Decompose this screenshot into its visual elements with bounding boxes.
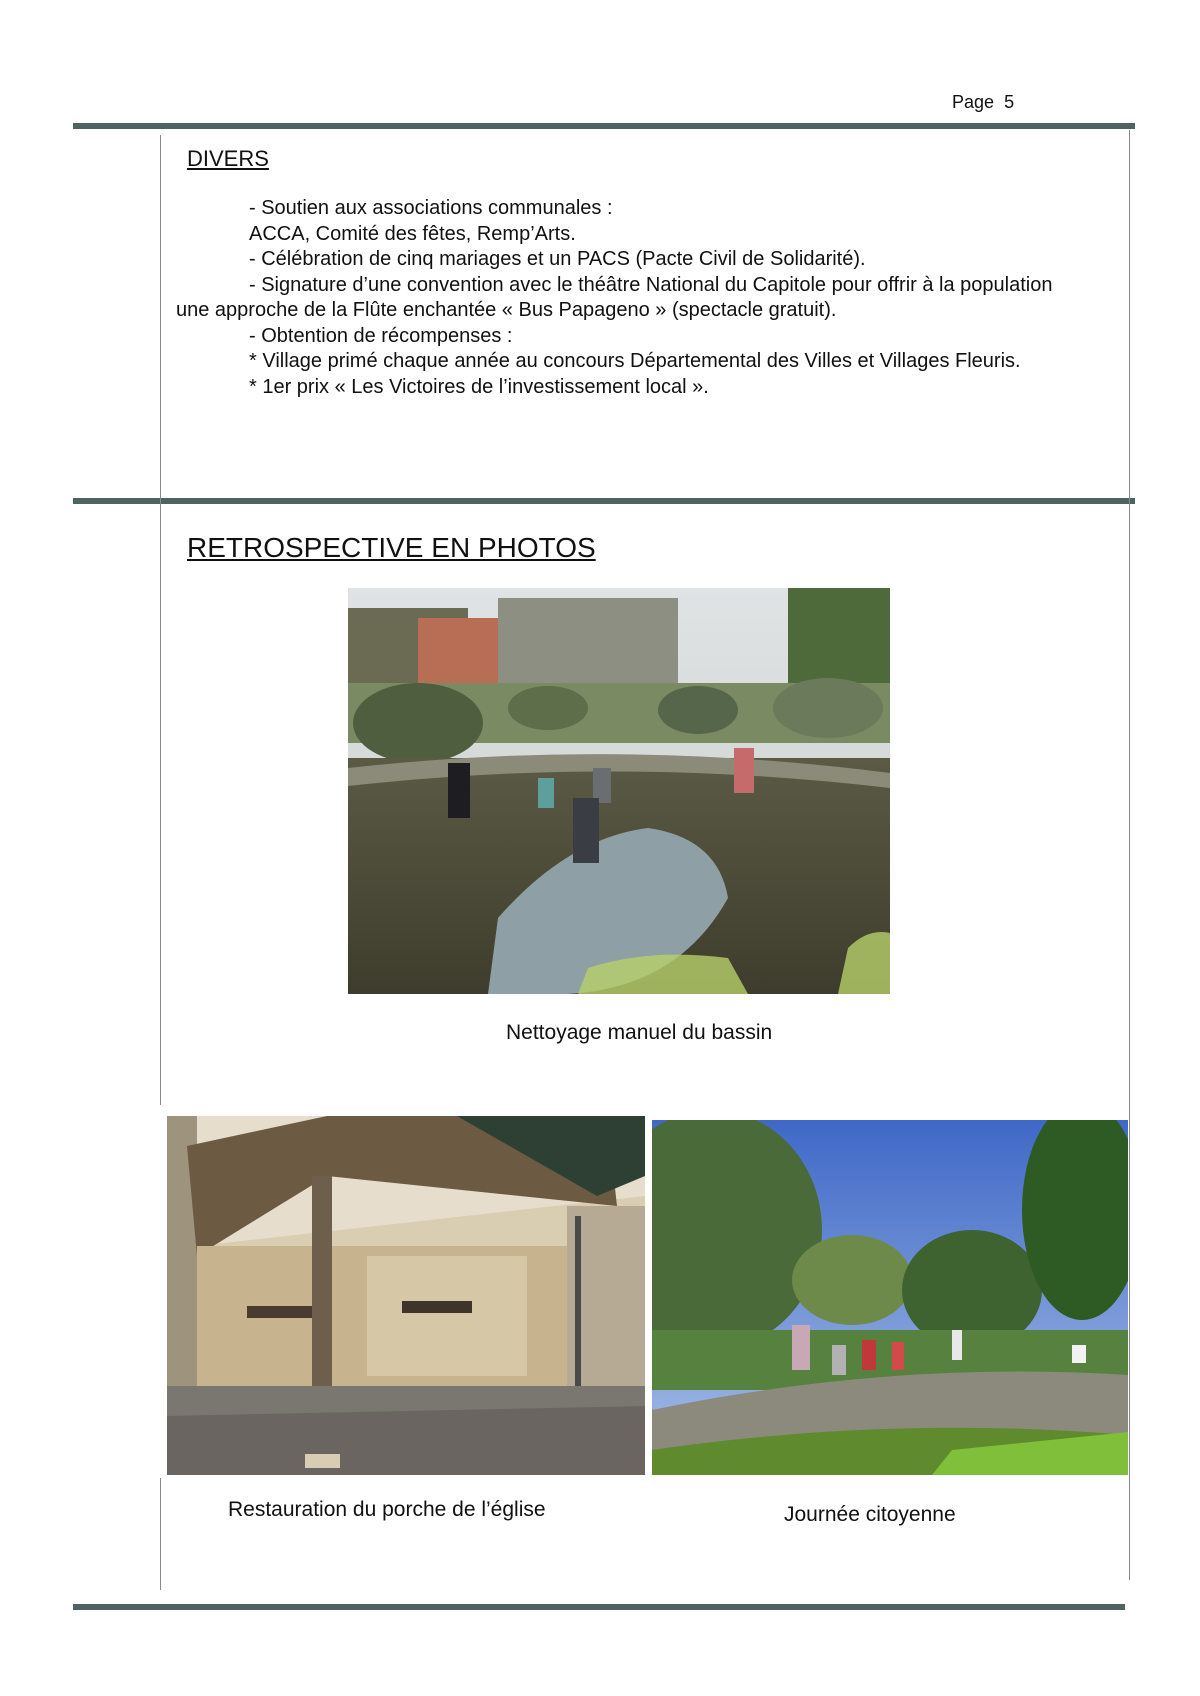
divers-line: - Soutien aux associations communales : [249,197,613,219]
basin-caption: Nettoyage manuel du bassin [506,1021,773,1044]
citizen-day-caption: Journée citoyenne [784,1503,956,1526]
divers-line: - Obtention de récompenses : [249,324,513,347]
divers-line: ACCA, Comité des fêtes, Remp’Arts. [249,222,576,245]
church-porch-photo [167,1116,645,1475]
divers-list [176,196,1116,400]
middle-divider [73,498,1135,504]
divers-line: une approche de la Flûte enchantée « Bus Papageno » (spectacle gratuit). [176,299,837,321]
page-number: Page 5 [952,92,1015,112]
top-divider [73,123,1135,129]
divers-line: - Célébration de cinq mariages et un PACS (Pacte Civil de Solidarité). [249,248,866,270]
right-border-line [1129,130,1130,1580]
porch-caption: Restauration du porche de l’église [228,1498,546,1521]
left-border-line-lower [160,1478,161,1590]
left-border-line [160,135,161,1105]
retrospective-heading: RETROSPECTIVE EN PHOTOS [187,532,596,563]
bottom-divider [73,1604,1125,1610]
divers-line: * Village primé chaque année au concours Départemental des Villes et Villages Fleuris. [249,350,1021,372]
divers-line: - Signature d’une convention avec le théâtre National du Capitole pour offrir à la population [249,273,1053,296]
citizen-day-photo [652,1120,1128,1475]
divers-line: * 1er prix « Les Victoires de l’investissement local ». [249,375,709,398]
divers-heading: DIVERS [187,146,269,171]
basin-cleaning-photo [348,588,890,994]
